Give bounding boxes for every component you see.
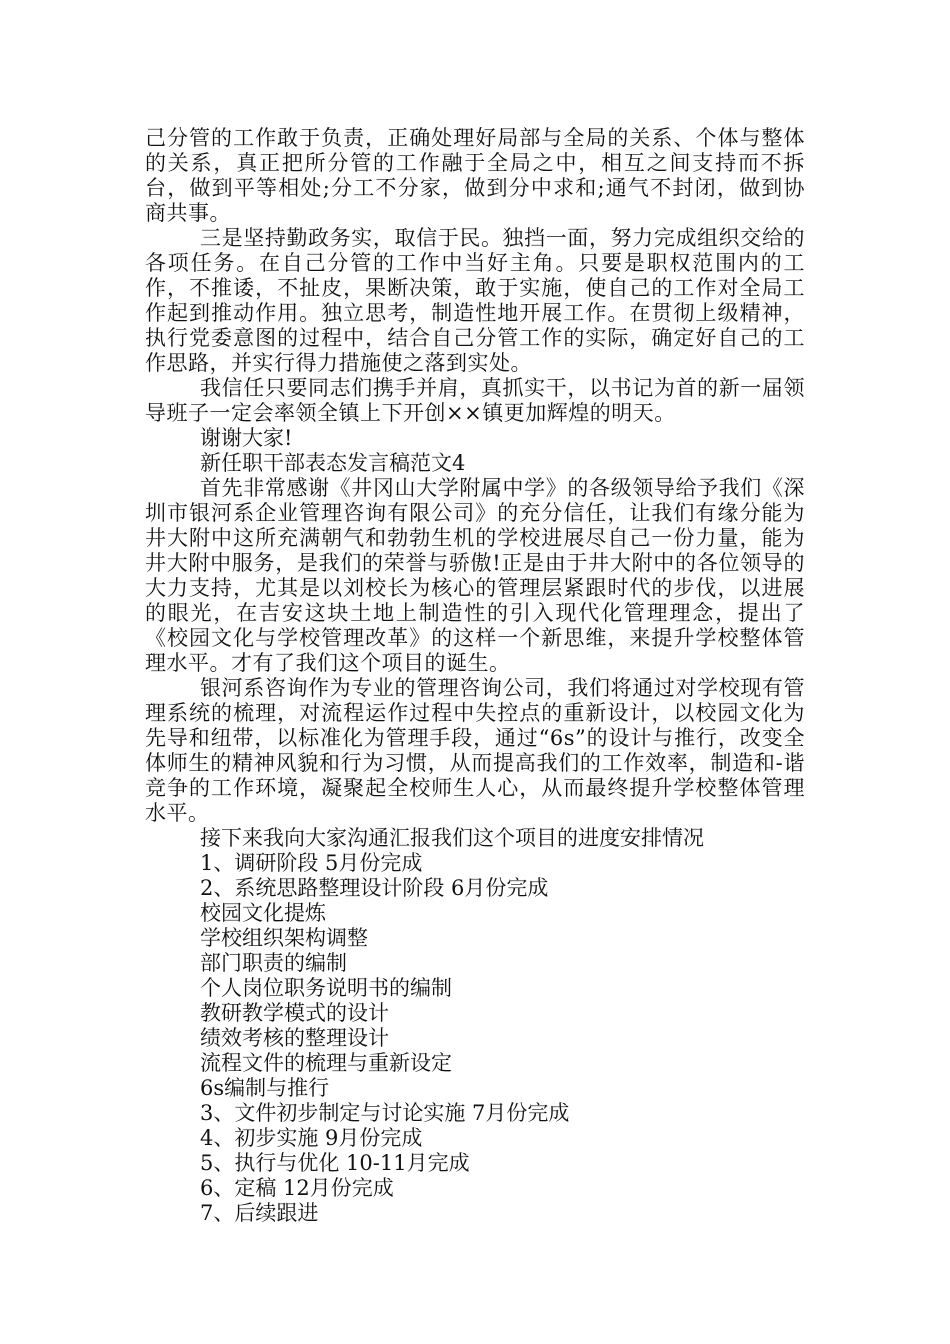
paragraph-confidence: 我信任只要同志们携手并肩，真抓实干，以书记为首的新一届领导班子一定会率领全镇上下开创××镇更加辉煌的明天。 (145, 376, 805, 425)
thanks-line: 谢谢大家! (200, 426, 293, 450)
schedule-subitem: 学校组织架构调整 (200, 926, 368, 950)
schedule-item: 7、后续跟进 (200, 1201, 319, 1225)
paragraph-diligence: 三是坚持勤政务实，取信于民。独挡一面，努力完成组织交给的各项任务。在自己分管的工作中当好主角。只要是职权范围内的工作，不推诿，不扯皮，果断决策，敢于实施，使自己的工作对全局工作起到推动作用。独立思考，制造性地开展工作。在贯彻上级精神，执行党委意图的过程中，结合自己分管工作的实际，确定好自己的工作思路，并实行得力措施使之落到实处。 (145, 226, 805, 375)
schedule-intro: 接下来我向大家沟通汇报我们这个项目的进度安排情况 (200, 826, 704, 850)
schedule-item: 1、调研阶段 5月份完成 (200, 851, 423, 875)
paragraph-responsibility: 己分管的工作敢于负责，正确处理好局部与全局的关系、个体与整体的关系，真正把所分管的工作融于全局之中，相互之间支持而不拆台，做到平等相处;分工不分家，做到分中求和;通气不封闭，做到协商共事。 (145, 126, 805, 225)
document-body (145, 126, 805, 1226)
schedule-subitem: 个人岗位职务说明书的编制 (200, 976, 452, 1000)
paragraph-gratitude: 首先非常感谢《井冈山大学附属中学》的各级领导给予我们《深圳市银河系企业管理咨询有限公司》的充分信任，让我们有缘分能为井大附中这所充满朝气和勃勃生机的学校进展尽自己一份力量，能为井大附中服务，是我们的荣誉与骄傲!正是由于井大附中的各位领导的大力支持，尤其是以刘校长为核心的管理层紧跟时代的步伐，以进展的眼光，在吉安这块土地上制造性的引入现代化管理理念，提出了《校园文化与学校管理改革》的这样一个新思维，来提升学校整体管理水平。才有了我们这个项目的诞生。 (145, 476, 805, 675)
schedule-subitem: 部门职责的编制 (200, 951, 347, 975)
schedule-subitem: 6s编制与推行 (200, 1076, 330, 1100)
schedule-item: 5、执行与优化 10-11月完成 (200, 1151, 470, 1175)
schedule-item: 4、初步实施 9月份完成 (200, 1126, 423, 1150)
schedule-item: 6、定稿 12月份完成 (200, 1176, 394, 1200)
schedule-item: 2、系统思路整理设计阶段 6月份完成 (200, 876, 549, 900)
paragraph-consulting: 银河系咨询作为专业的管理咨询公司，我们将通过对学校现有管理系统的梳理，对流程运作过程中失控点的重新设计，以校园文化为先导和纽带，以标准化为管理手段，通过“6s”的设计与推行，改变全体师生的精神风貌和行为习惯，从而提高我们的工作效率，制造和-谐竞争的工作环境，凝聚起全校师生人心，从而最终提升学校整体管理水平。 (145, 676, 805, 825)
schedule-subitem: 绩效考核的整理设计 (200, 1026, 389, 1050)
schedule-subitem: 教研教学模式的设计 (200, 1001, 389, 1025)
schedule-subitem: 流程文件的梳理与重新设定 (200, 1051, 452, 1075)
schedule-subitem: 校园文化提炼 (200, 901, 326, 925)
schedule-item: 3、文件初步制定与讨论实施 7月份完成 (200, 1101, 570, 1125)
section-heading: 新任职干部表态发言稿范文4 (200, 451, 466, 475)
